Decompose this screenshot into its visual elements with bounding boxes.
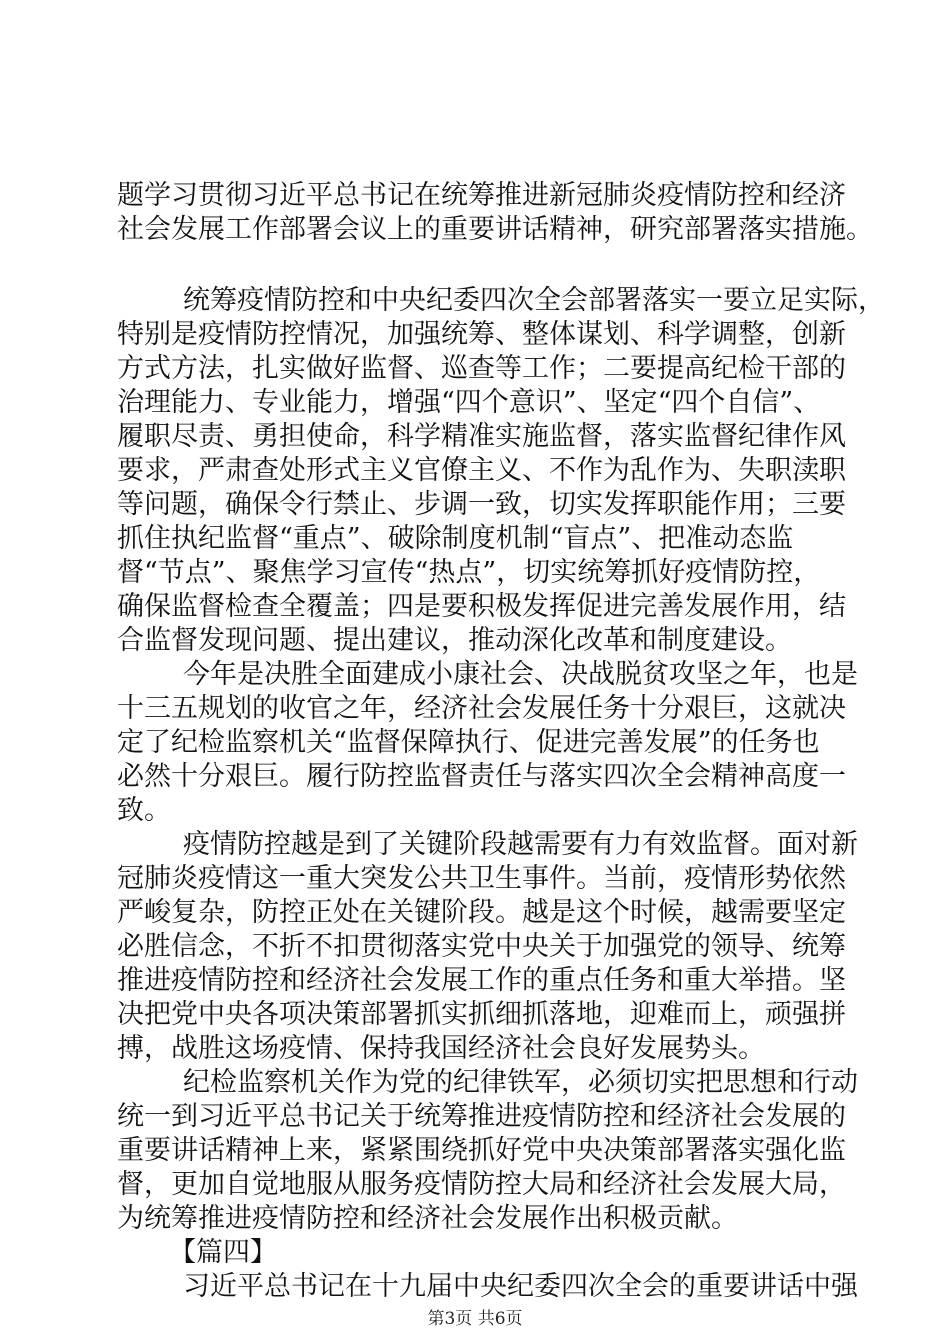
- page-footer: 第3页 共6页: [427, 1309, 523, 1329]
- document-page: 题学习贯彻习近平总书记在统筹推进新冠肺炎疫情防控和经济 社会发展工作部署会议上的重要讲话精神，研究部署落实措施。 统筹疫情防控和中央纪委四次全会部署落实一要立足实际， 特别是疫情防控情况，加强统筹、整体谋划、科学调整，创新 方式方法，扎实做好监督、巡查等工作；二要提高纪检干部的 治理能力、专业能力，增强“四个意识”、坚定“四个自信”、 履职尽责、勇担使命，科学精准实施监督，落实监督纪律作风 要求，严肃查处形式主义官僚主义、不作为乱作为、失职渎职 等问题，确保令行禁止、步调一致，切实发挥职能作用；三要 抓住执纪监督“重点”、破除制度机制“盲点”、把准动态监 督“节点”、聚焦学习宣传“热点”，切实统筹抓好疫情防控， 确保监督检查全覆盖；四是要积极发挥促进完善发展作用，结 合监督发现问题、提出建议，推动深化改革和制度建设。 今年是决胜全面建成小康社会、决战脱贫攻坚之年，也是 十三五规划的收官之年，经济社会发展任务十分艰巨，这就决 定了纪检监察机关“监督保障执行、促进完善发展”的任务也 必然十分艰巨。履行防控监督责任与落实四次全会精神高度一 致。 疫情防控越是到了关键阶段越需要有力有效监督。面对新 冠肺炎疫情这一重大突发公共卫生事件。当前，疫情形势依然 严峻复杂，防控正处在关键阶段。越是这个时候，越需要坚定 必胜信念，不折不扣贯彻落实党中央关于加强党的领导、统筹 推进疫情防控和经济社会发展工作的重点任务和重大举措。坚 决把党中央各项决策部署抓实抓细抓落地，迎难而上，顽强拼 搏，战胜这场疫情、保持我国经济社会良好发展势头。 纪检监察机关作为党的纪律铁军，必须切实把思想和行动 统一到习近平总书记关于统筹推进疫情防控和经济社会发展的 重要讲话精神上来，紧紧围绕抓好党中央决策部署落实强化监 督，更加自觉地服从服务疫情防控大局和经济社会发展大局， 为统筹推进疫情防控和经济社会发展作出积极贡献。 【篇四】 习近平总书记在十九届中央纪委四次全会的重要讲话中强: [117, 180, 885, 1302]
